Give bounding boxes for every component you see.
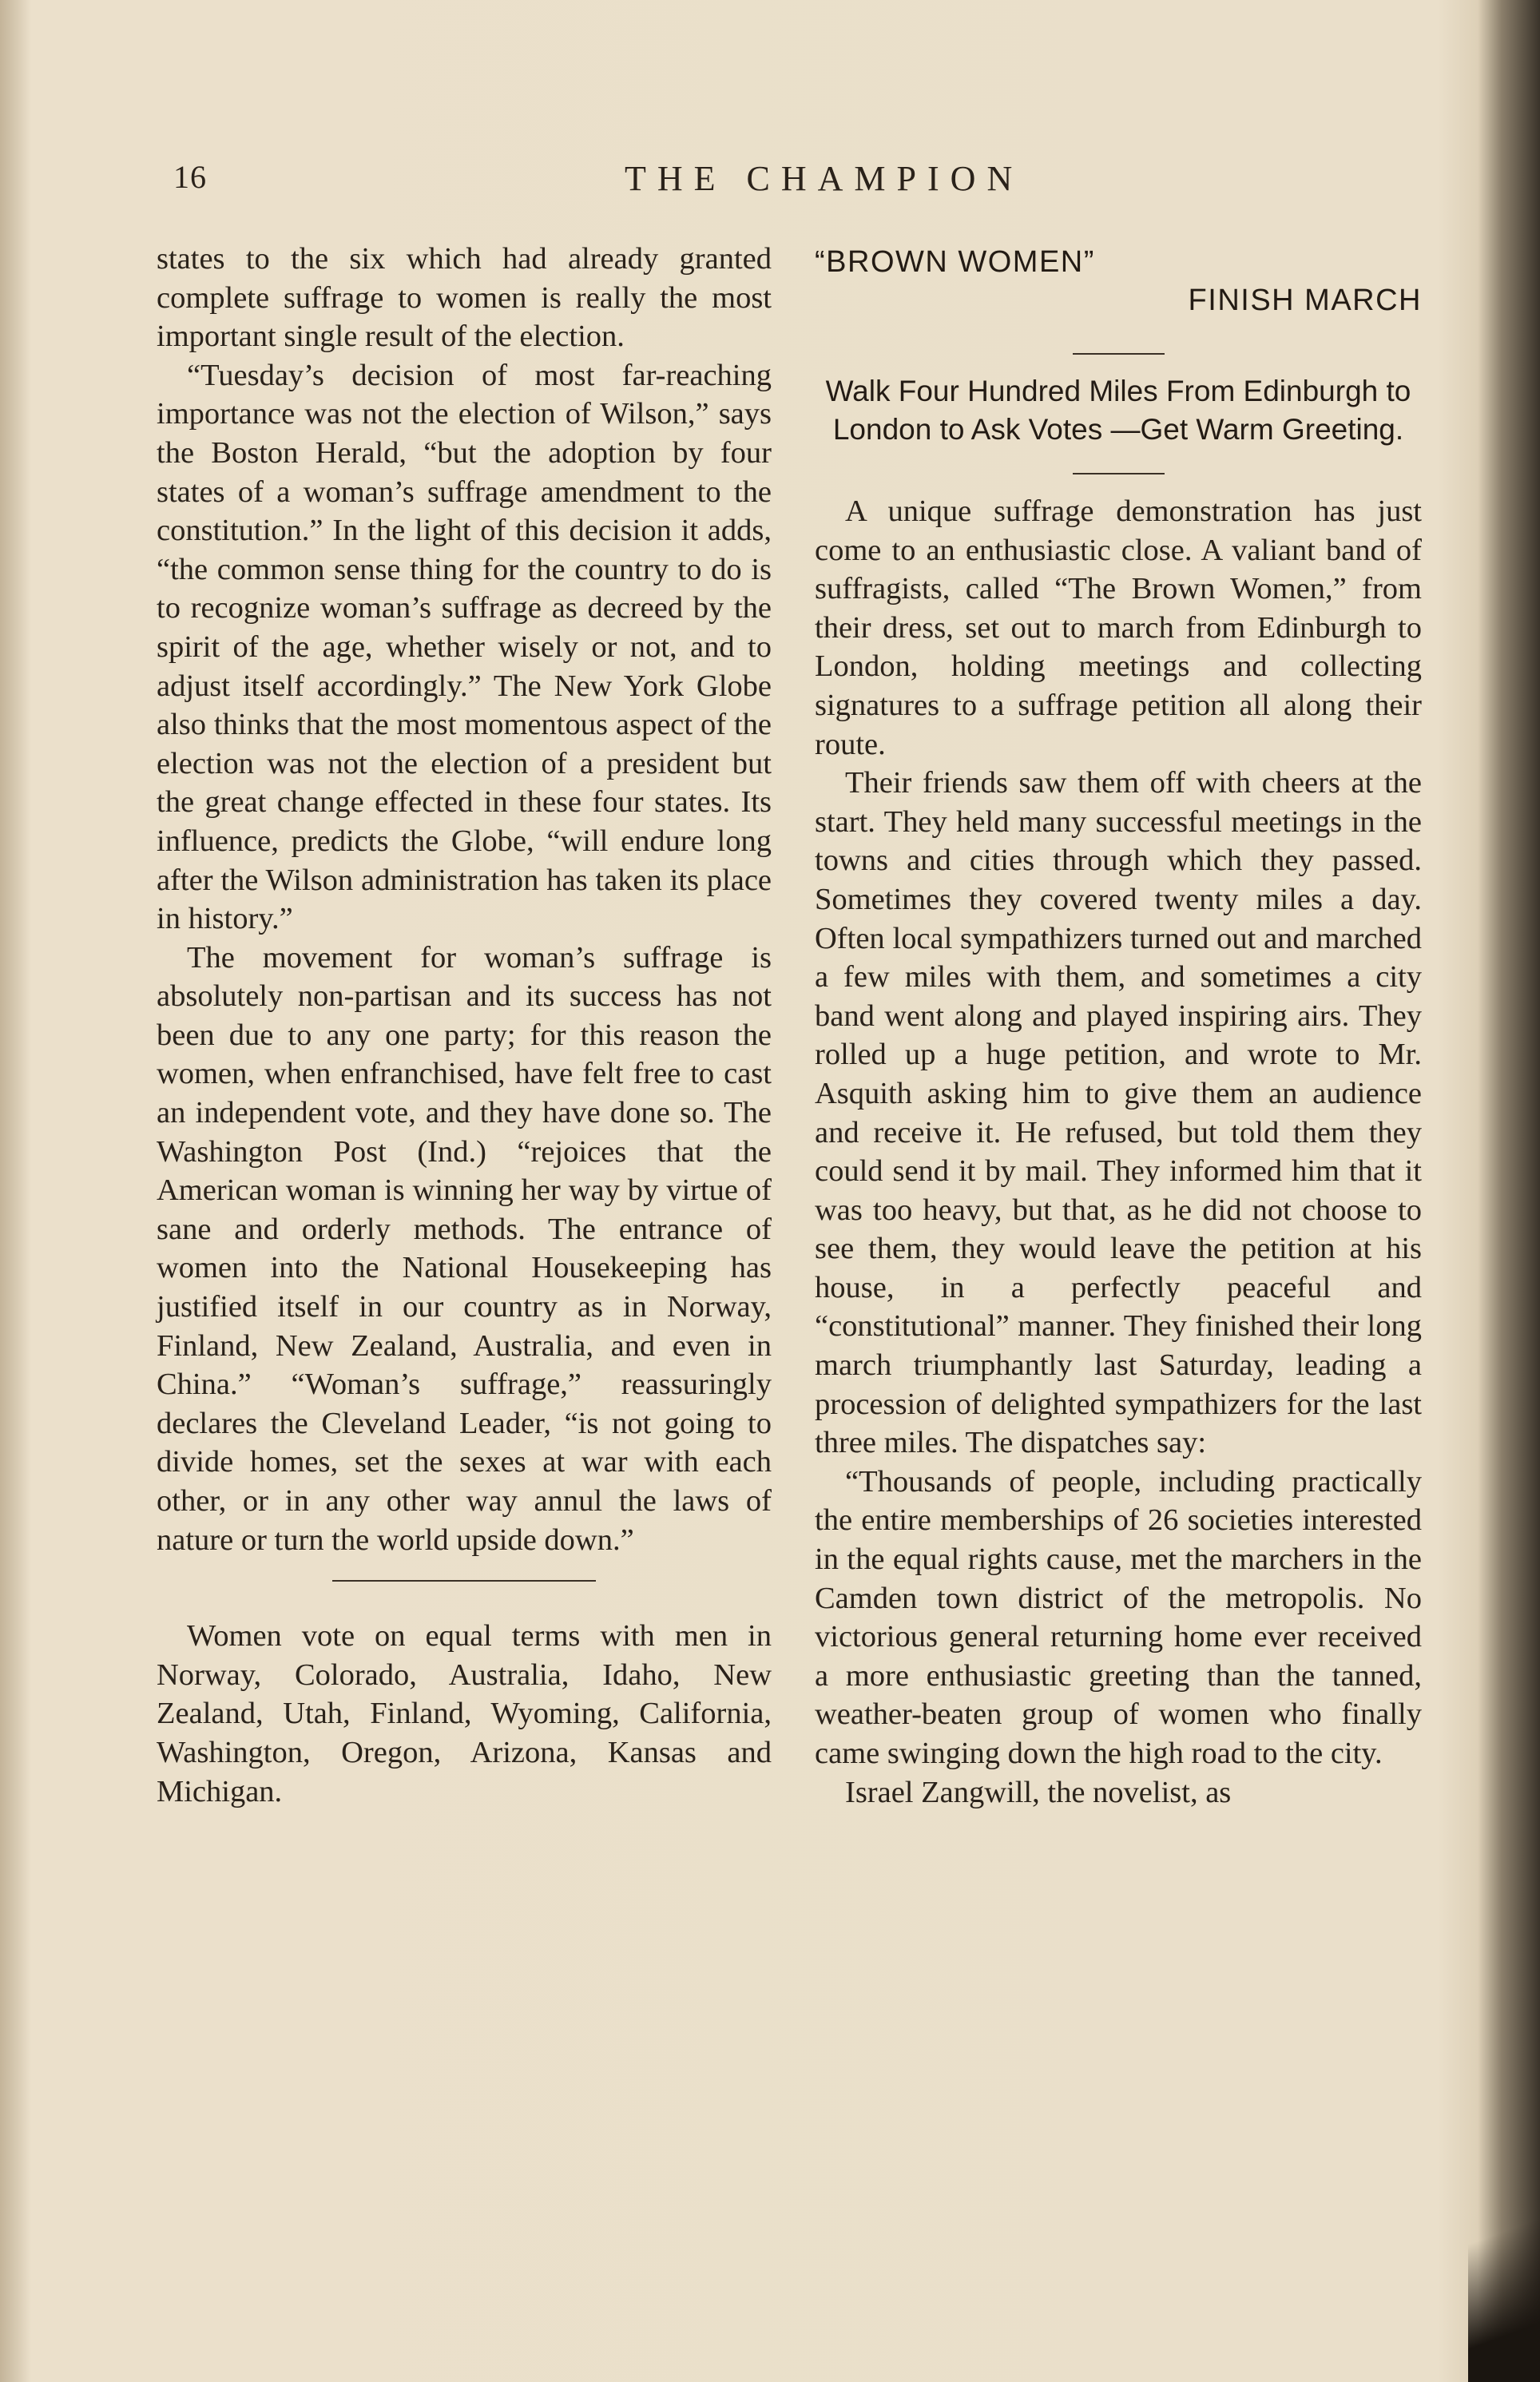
headline-divider [1073, 353, 1165, 355]
right-paragraph-intro: A unique suffrage demonstration has just come to an enthusiastic close. A valiant band of suffragists, called “The Brown Women,” from their dress, set out to march from Edinburgh to London, holding meetings and collecting signatures to a suffrage petition all along their route. [815, 494, 1422, 761]
binding-shadow [0, 0, 30, 2382]
article-subheadline: Walk Four Hundred Miles From Edinburgh to London to Ask Votes —Get Warm Greeting. [825, 375, 1411, 446]
equal-terms-note: Women vote on equal terms with men in Norway, Colorado, Australia, Idaho, New Zealand, Utah, Finland, Wyoming, California, Washington, Oregon, Arizona, Kansas and Michigan. [157, 1619, 772, 1808]
right-paragraph-march: Their friends saw them off with cheers at the start. They held many successful meetings in the towns and cities through which they passed. Sometimes they covered twenty miles a day. Often local sympathizers turned out and marched a few miles with them, and sometimes a city band went along and played inspiring airs. They rolled up a huge petition, and wrote to Mr. Asquith asking him to give them an audience and receive it. He refused, but told them they could send it by mail. They informed him that it was too heavy, but that, as he did not choose to see them, they would leave the petition at his house, in a perfectly peaceful and “constitutional” manner. They finished their long march triumphantly last Saturday, leading a procession of delighted sympathizers for the last three miles. The dispatches say: [815, 766, 1422, 1460]
section-divider [332, 1580, 596, 1582]
left-paragraph-herald: “Tuesday’s decision of most far-reaching importance was not the election of Wilson,” says the Boston Herald, “but the adoption by four states of a woman’s suffrage amendment to the constitution.” In the light of this decision it adds, “the common sense thing for the country to do is to recognize woman’s suffrage as decreed by the spirit of the age, whether wisely or not, and to adjust itself accordingly.” The New York Globe also thinks that the most momentous aspect of the election was not the election of a president but the great change effected in these four states. Its influence, predicts the Globe, “will endure long after the Wilson administration has taken its place in history.” [157, 358, 772, 936]
left-paragraph-continued: states to the six which had already granted complete suffrage to women is really the most important single result of the election. [157, 242, 772, 354]
page-corner-shadow [1468, 2174, 1540, 2382]
running-title: THE CHAMPION [625, 159, 1024, 198]
article-headline-line1: “BROWN WOMEN” [815, 245, 1095, 279]
right-paragraph-zangwill: Israel Zangwill, the novelist, as [845, 1775, 1232, 1809]
left-column [157, 240, 772, 1811]
right-column [815, 240, 1422, 1812]
article-headline-line2: FINISH MARCH [1188, 284, 1422, 317]
right-paragraph-dispatch: “Thousands of people, including practically the entire memberships of 26 societies interested in the equal rights cause, met the marchers in the Camden town district of the metropolis. No victorious general returning home ever received a more enthusiastic greeting than the tanned, weather-beaten group of women who finally came swinging down the high road to the city. [815, 1464, 1422, 1770]
subheadline-divider [1073, 473, 1165, 474]
left-paragraph-nonpartisan: The movement for woman’s suffrage is absolutely non-partisan and its success has not been due to any one party; for this reason the women, when enfranchised, have felt free to cast an independent vote, and they have done so. The Washington Post (Ind.) “rejoices that the American woman is winning her way by virtue of sane and orderly methods. The entrance of women into the National Housekeeping has justified itself in our country as in Norway, Finland, New Zealand, Australia, and even in China.” “Woman’s suffrage,” reassuringly declares the Cleveland Leader, “is not going to divide homes, set the sexes at war with each other, or in any other way annul the laws of nature or turn the world upside down.” [157, 940, 772, 1557]
running-header [0, 158, 1540, 206]
page-number: 16 [173, 159, 207, 195]
